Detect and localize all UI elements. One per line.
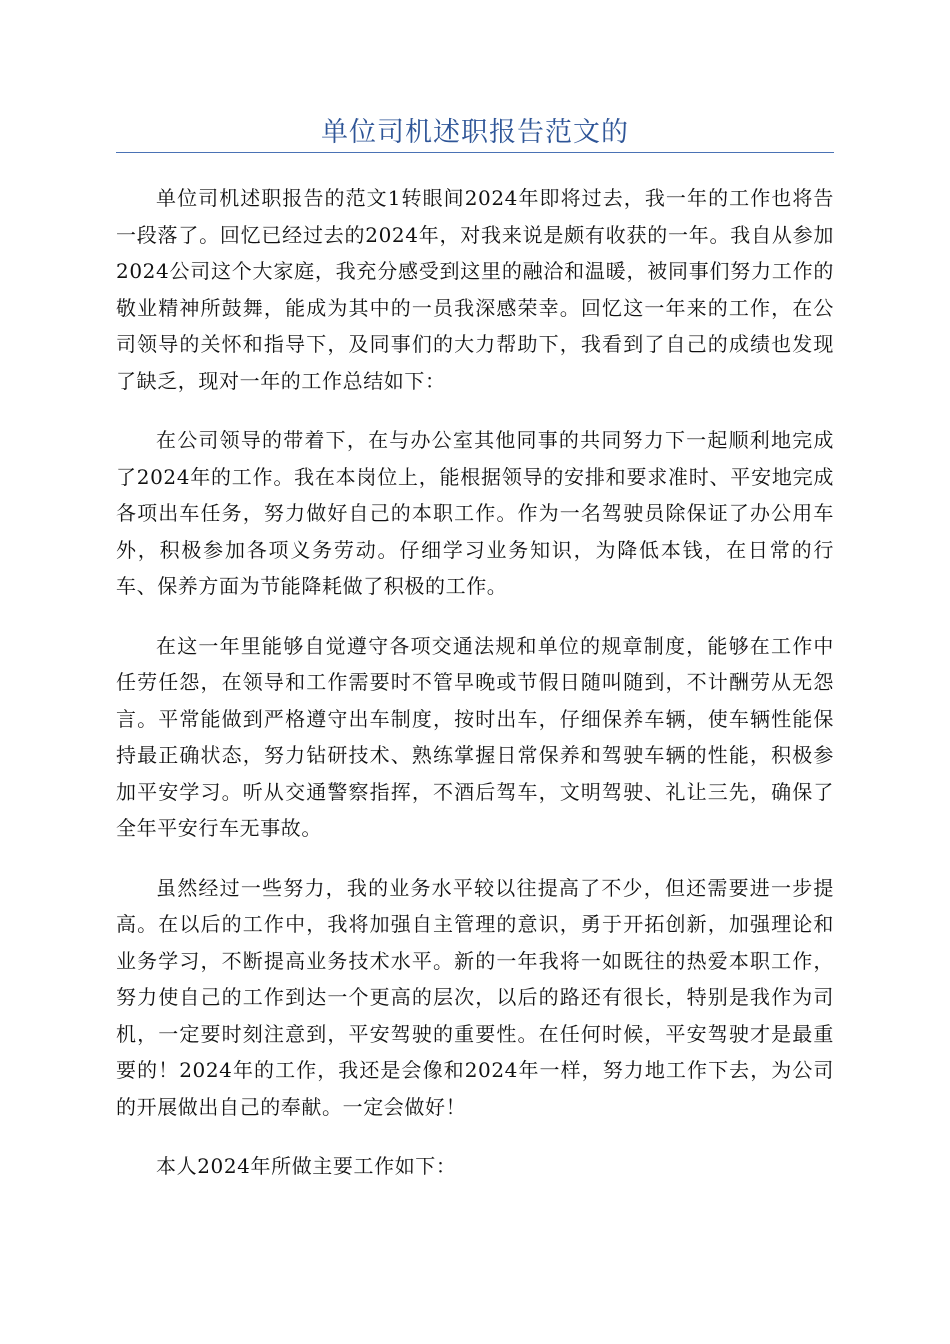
document-body xyxy=(116,153,834,1185)
paragraph-4: 虽然经过一些努力，我的业务水平较以往提高了不少，但还需要进一步提高。在以后的工作中，我将加强自主管理的意识，勇于开拓创新，加强理论和业务学习，不断提高业务技术水平。新的一年我将一如既往的热爱本职工作，努力使自己的工作到达一个更高的层次，以后的路还有很长，特别是我作为司机，一定要时刻注意到，平安驾驶的重要性。在任何时候，平安驾驶才是最重要的！2024年的工作，我还是会像和2024年一样，努力地工作下去，为公司的开展做出自己的奉献。一定会做好！ xyxy=(116,875,834,1119)
document-title: 单位司机述职报告范文的 xyxy=(321,117,629,148)
document-page xyxy=(116,0,834,1208)
paragraph-5: 本人2024年所做主要工作如下： xyxy=(156,1154,457,1178)
paragraph-3: 在这一年里能够自觉遵守各项交通法规和单位的规章制度，能够在工作中任劳任怨，在领导和工作需要时不管早晚或节假日随叫随到，不计酬劳从无怨言。平常能做到严格遵守出车制度，按时出车，仔细保养车辆，使车辆性能保持最正确状态，努力钻研技术、熟练掌握日常保养和驾驶车辆的性能，积极参加平安学习。听从交通警察指挥，不酒后驾车，文明驾驶、礼让三先，确保了全年平安行车无事故。 xyxy=(116,633,834,840)
paragraph-1: 单位司机述职报告的范文1转眼间2024年即将过去，我一年的工作也将告一段落了。回忆已经过去的2024年，对我来说是颇有收获的一年。我自从参加2024公司这个大家庭，我充分感受到这里的融洽和温暖，被同事们努力工作的敬业精神所鼓舞，能成为其中的一员我深感荣幸。回忆这一年来的工作，在公司领导的关怀和指导下，及同事们的大力帮助下，我看到了自己的成绩也发现了缺乏，现对一年的工作总结如下： xyxy=(116,186,834,393)
paragraph-2: 在公司领导的带着下，在与办公室其他同事的共同努力下一起顺利地完成了2024年的工作。我在本岗位上，能根据领导的安排和要求准时、平安地完成各项出车任务，努力做好自己的本职工作。作为一名驾驶员除保证了办公用车外，积极参加各项义务劳动。仔细学习业务知识，为降低本钱，在日常的行车、保养方面为节能降耗做了积极的工作。 xyxy=(116,428,834,598)
